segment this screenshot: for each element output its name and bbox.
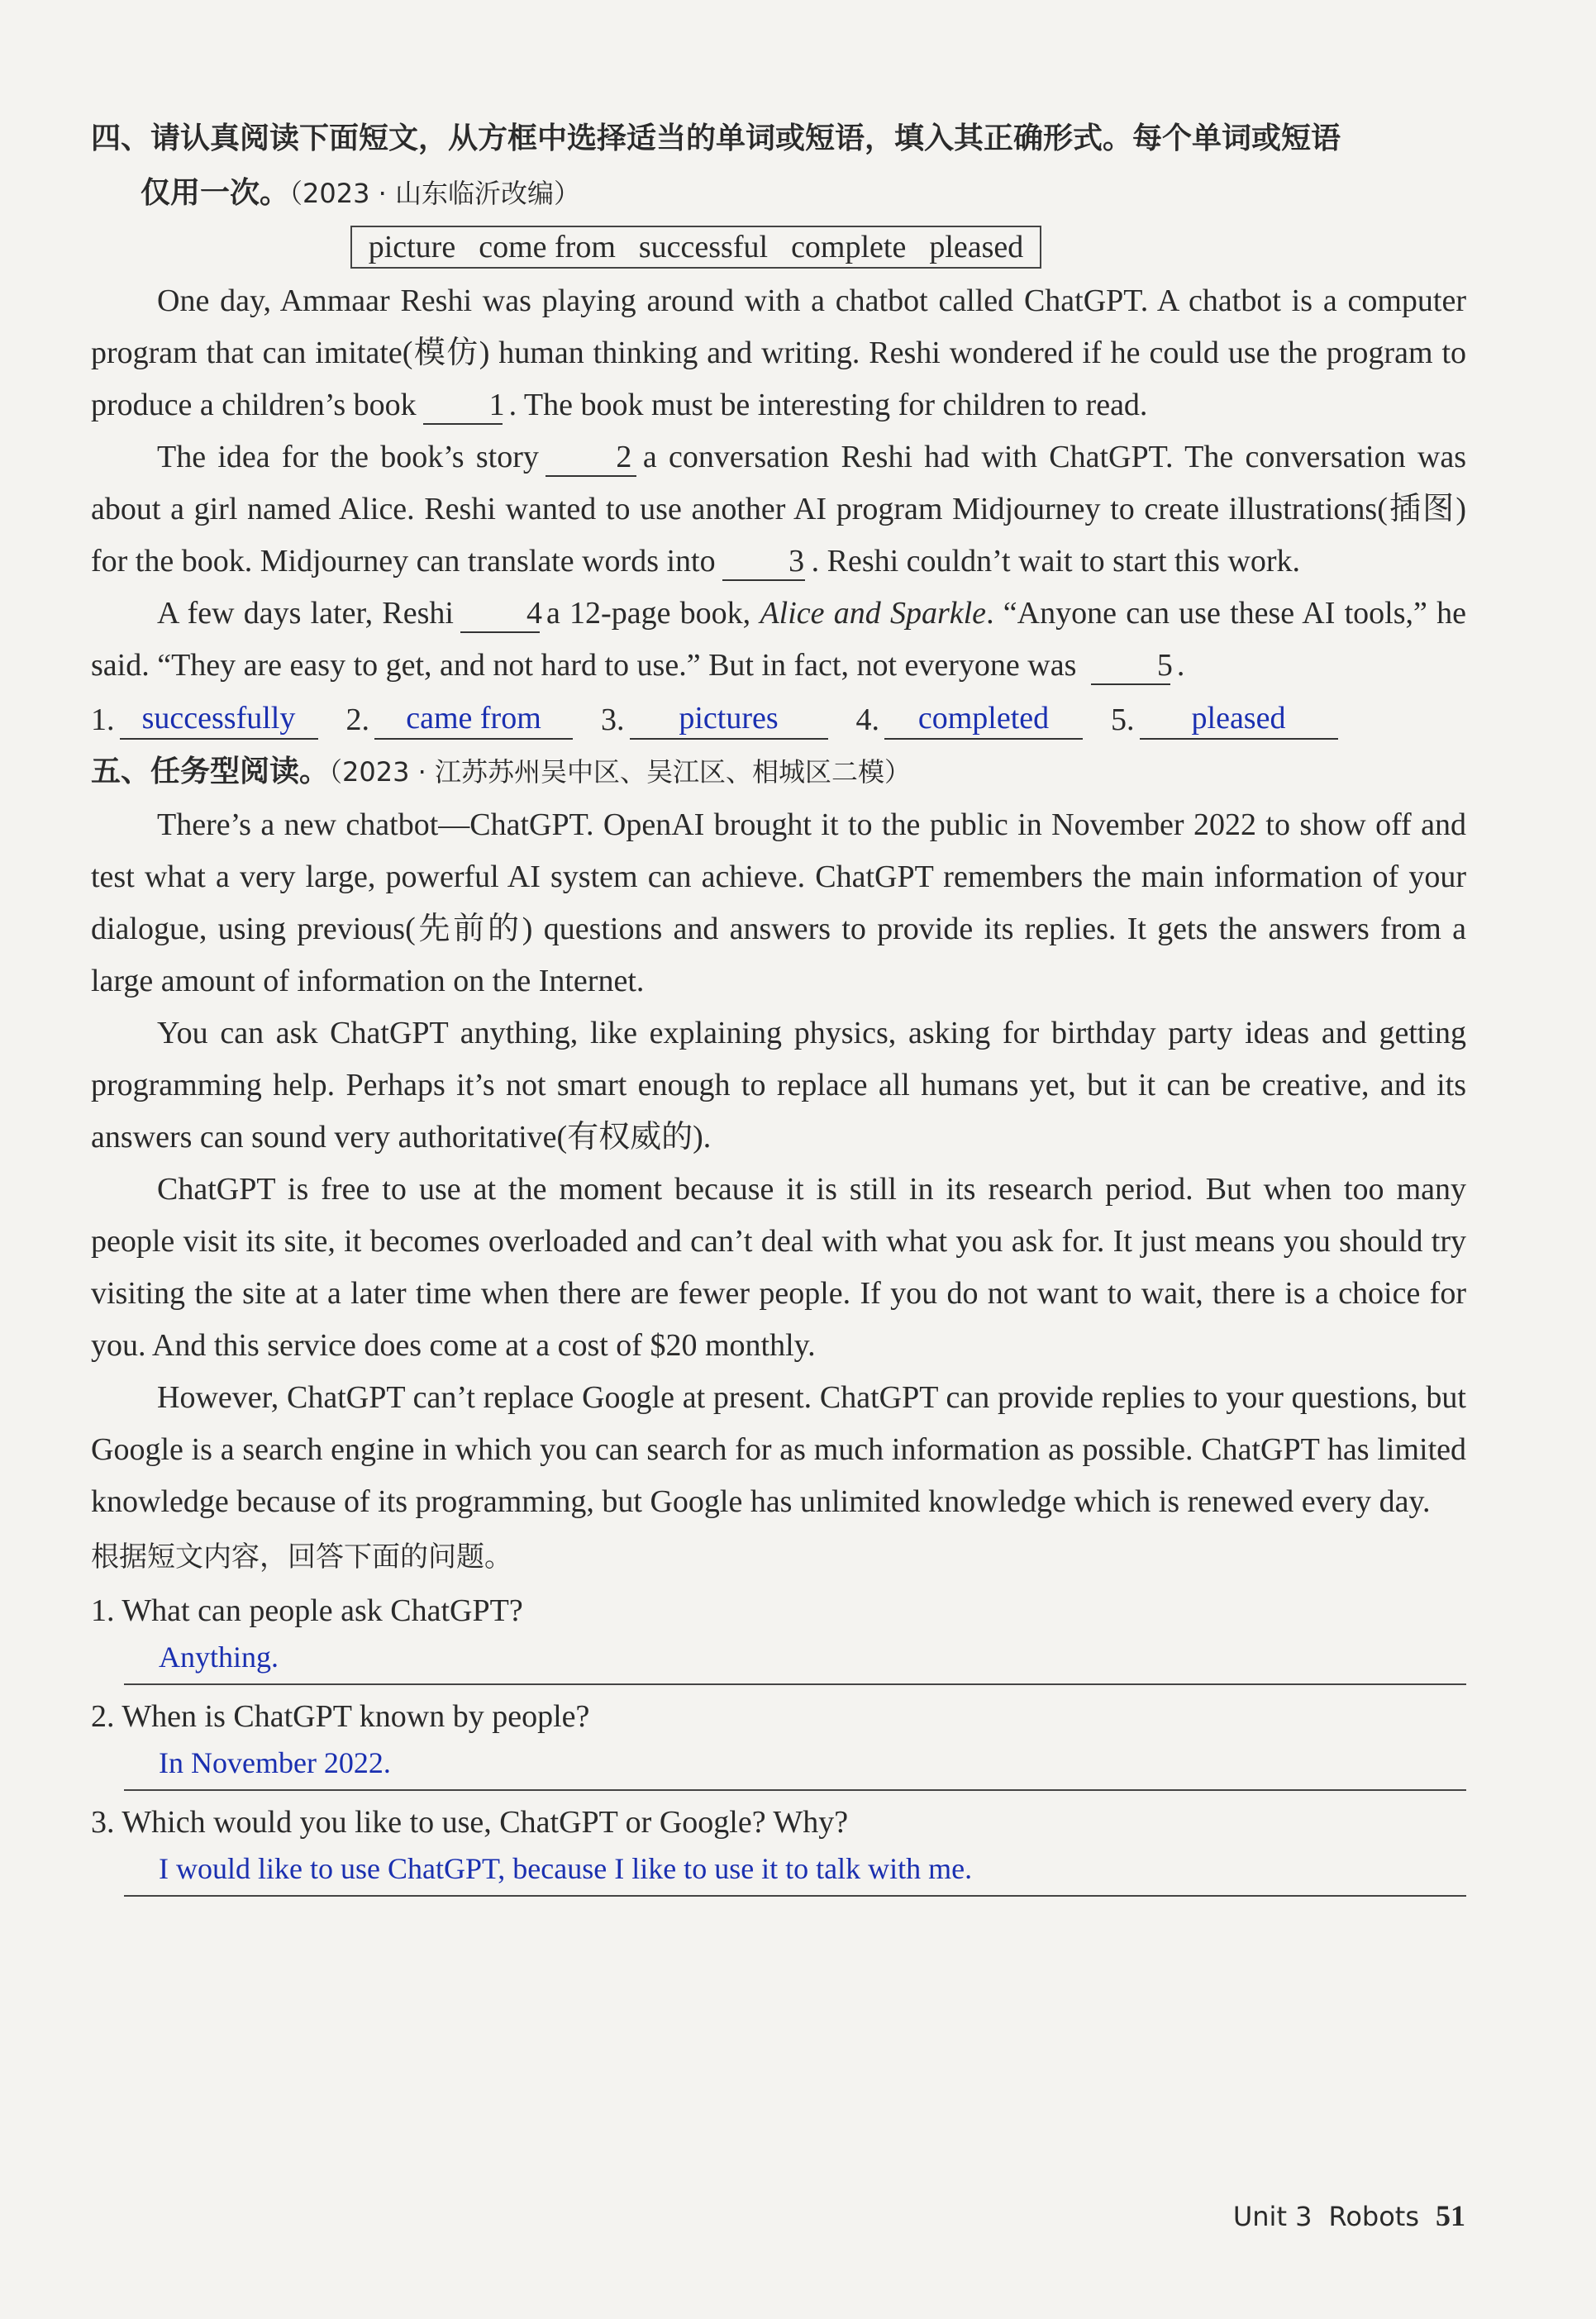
passage-5-paragraph-2: You can ask ChatGPT anything, like explaining physics, asking for birthday party ideas and getting programming help. Perhaps it’s not smart enough to replace all humans yet, but it can be creative, and its answers can sound very authoritative(有权威的). <box>91 1016 1466 1155</box>
answer-item: 5. pleased <box>1111 695 1338 745</box>
section-4-source: （2023 · 山东临沂改编） <box>289 178 580 209</box>
answer-item: 1. successfully <box>91 695 318 745</box>
answer-item: 3. pictures <box>601 695 828 745</box>
section-4-title-cont: 仅用一次。（2023 · 山东临沂改编） <box>141 176 580 210</box>
book-title: Alice and Sparkle <box>760 596 987 631</box>
word-option: complete <box>791 230 907 264</box>
section-4-title: 四、请认真阅读下面短文，从方框中选择适当的单词或短语，填入其正确形式。每个单词或短语 <box>91 121 1341 155</box>
answer-field[interactable]: pleased <box>1140 698 1338 740</box>
answer-field[interactable]: came from <box>374 698 573 740</box>
question-text: 1. What can people ask ChatGPT? <box>91 1593 523 1628</box>
question-3 <box>91 1799 1466 1897</box>
word-option: successful <box>638 230 769 264</box>
passage-4-paragraph-3: A few days later, Reshi 4 a 12-page book, Alice and Sparkle. “Anyone can use these AI tools,” he said. “They are easy to get, and not hard to use.” But in fact, not everyone was 5 . <box>91 588 1466 692</box>
instruction: 根据短文内容，回答下面的问题。 <box>91 1540 512 1574</box>
word-option: come from <box>479 230 616 264</box>
blank-2: 2 <box>545 439 636 477</box>
blank-1: 1 <box>423 387 503 425</box>
word-option: picture <box>368 230 456 264</box>
question-1 <box>91 1588 1466 1685</box>
passage-5-paragraph-3: ChatGPT is free to use at the moment because it is still in its research period. But when too many people visit its site, it becomes overloaded and can’t deal with what you ask for. It just means you should try visiting the site at a later time when there are fewer people. If you do not want to wait, there is a choice for you. And this service does come at a cost of $20 monthly. <box>91 1172 1466 1363</box>
blank-5: 5 <box>1091 647 1170 685</box>
answer-field[interactable]: Anything. <box>124 1634 1466 1685</box>
topic-label: Robots <box>1328 2201 1419 2232</box>
page-number: 51 <box>1436 2199 1465 2232</box>
word-option: pleased <box>929 230 1024 264</box>
passage-4-paragraph-1: One day, Ammaar Reshi was playing around with a chatbot called ChatGPT. A chatbot is a computer program that can imitate(模仿) human thinking and writing. Reshi wondered if he could use the program to produce a children’s book 1 . The book must be interesting for children to read. <box>91 275 1466 431</box>
word-box <box>350 226 1042 269</box>
answer-row <box>91 695 1466 745</box>
word-box-row <box>91 226 1466 272</box>
blank-4: 4 <box>460 595 540 633</box>
question-text: 3. Which would you like to use, ChatGPT or Google? Why? <box>91 1805 849 1840</box>
passage-5-paragraph-4: However, ChatGPT can’t replace Google at present. ChatGPT can provide replies to your questions, but Google is a search engine in which you can search for as much information as possible. ChatGPT has limited knowledge because of its programming, but Google has unlimited knowledge which is renewed every day. <box>91 1380 1466 1519</box>
answer-field[interactable]: I would like to use ChatGPT, because I like to use it to talk with me. <box>124 1845 1466 1897</box>
answer-field[interactable]: In November 2022. <box>124 1740 1466 1791</box>
section-5-title: 五、任务型阅读。（2023 · 江苏苏州吴中区、吴江区、相城区二模） <box>91 755 911 788</box>
section-5-source: （2023 · 江苏苏州吴中区、吴江区、相城区二模） <box>329 756 911 788</box>
answer-field[interactable]: successfully <box>120 698 318 740</box>
passage-5-paragraph-1: There’s a new chatbot—ChatGPT. OpenAI brought it to the public in November 2022 to show off and test what a very large, powerful AI system can achieve. ChatGPT remembers the main information of your dialogue, using previous(先前的) questions and answers to provide its replies. It gets the answers from a large amount of information on the Internet. <box>91 807 1466 998</box>
page-footer <box>1217 2198 1465 2233</box>
blank-3: 3 <box>722 543 805 581</box>
answer-field[interactable]: completed <box>884 698 1083 740</box>
answer-item: 2. came from <box>346 695 574 745</box>
page <box>91 112 1466 1897</box>
unit-label: Unit 3 <box>1232 2201 1313 2232</box>
answer-item: 4. completed <box>856 695 1084 745</box>
passage-4-paragraph-2: The idea for the book’s story 2 a conversation Reshi had with ChatGPT. The conversation was about a girl named Alice. Reshi wanted to use another AI program Midjourney to create illustrations(插图) for the book. Midjourney can translate words into 3 . Reshi couldn’t wait to start this work. <box>91 431 1466 588</box>
question-2 <box>91 1693 1466 1791</box>
question-text: 2. When is ChatGPT known by people? <box>91 1699 590 1734</box>
answer-field[interactable]: pictures <box>630 698 828 740</box>
